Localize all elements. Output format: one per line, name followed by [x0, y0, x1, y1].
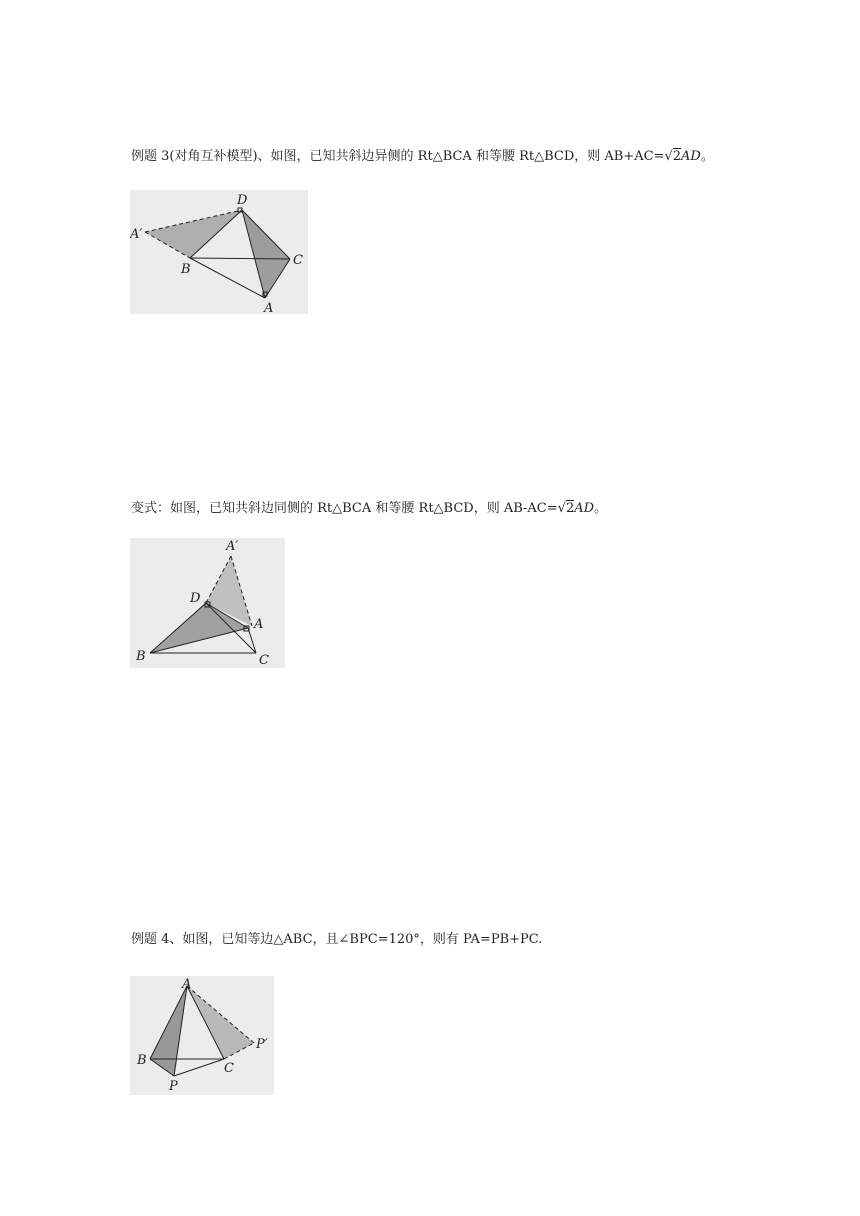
label-B: B [181, 262, 191, 277]
example-3-formula: √2AD [664, 149, 701, 164]
label-D: D [237, 193, 248, 208]
label-P: P [169, 1079, 178, 1094]
label-C: C [224, 1061, 234, 1076]
segment-BA [190, 258, 265, 298]
example-3-suffix: 。 [700, 149, 714, 164]
label-A-prime: A′ [226, 539, 239, 554]
figure-example-4-diagram [130, 976, 274, 1095]
label-A-prime: A′ [130, 227, 143, 242]
example-3-text: 例题 3(对角互补模型)、如图，已知共斜边异侧的 Rt△BCA 和等腰 Rt△BCD，则 AB+AC= [131, 149, 665, 164]
example-3-statement [131, 148, 714, 166]
formula-variable: AD [681, 149, 701, 164]
label-A: A [182, 977, 192, 992]
sqrt-radicand: 2 [565, 501, 575, 516]
label-C: C [259, 653, 269, 668]
label-C: C [293, 253, 303, 268]
example-4-statement [131, 931, 542, 949]
figure-example-3-diagram [130, 190, 308, 314]
figure-variant [130, 538, 285, 668]
segment-CP [174, 1059, 224, 1076]
variant-statement [131, 500, 607, 518]
shaded-triangle-left [145, 210, 242, 258]
label-A: A [254, 617, 264, 632]
label-A: A [264, 301, 274, 314]
variant-formula: √2AD [557, 501, 595, 516]
variant-suffix: 。 [594, 501, 608, 516]
variant-text: 变式：如图，已知共斜边同侧的 Rt△BCA 和等腰 Rt△BCD，则 AB-AC= [131, 501, 558, 516]
figure-example-4 [130, 976, 274, 1095]
label-D: D [190, 591, 201, 606]
label-P-prime: P′ [256, 1037, 268, 1052]
label-B: B [137, 1053, 147, 1068]
figure-example-3 [130, 190, 308, 314]
formula-variable: AD [574, 501, 595, 516]
example-4-text: 例题 4、如图，已知等边△ABC，且∠BPC=120°，则有 PA=PB+PC. [131, 932, 543, 947]
figure-variant-diagram [130, 538, 285, 668]
label-B: B [136, 649, 146, 664]
shaded-triangle-right [242, 210, 290, 298]
sqrt-radicand: 2 [672, 149, 682, 164]
